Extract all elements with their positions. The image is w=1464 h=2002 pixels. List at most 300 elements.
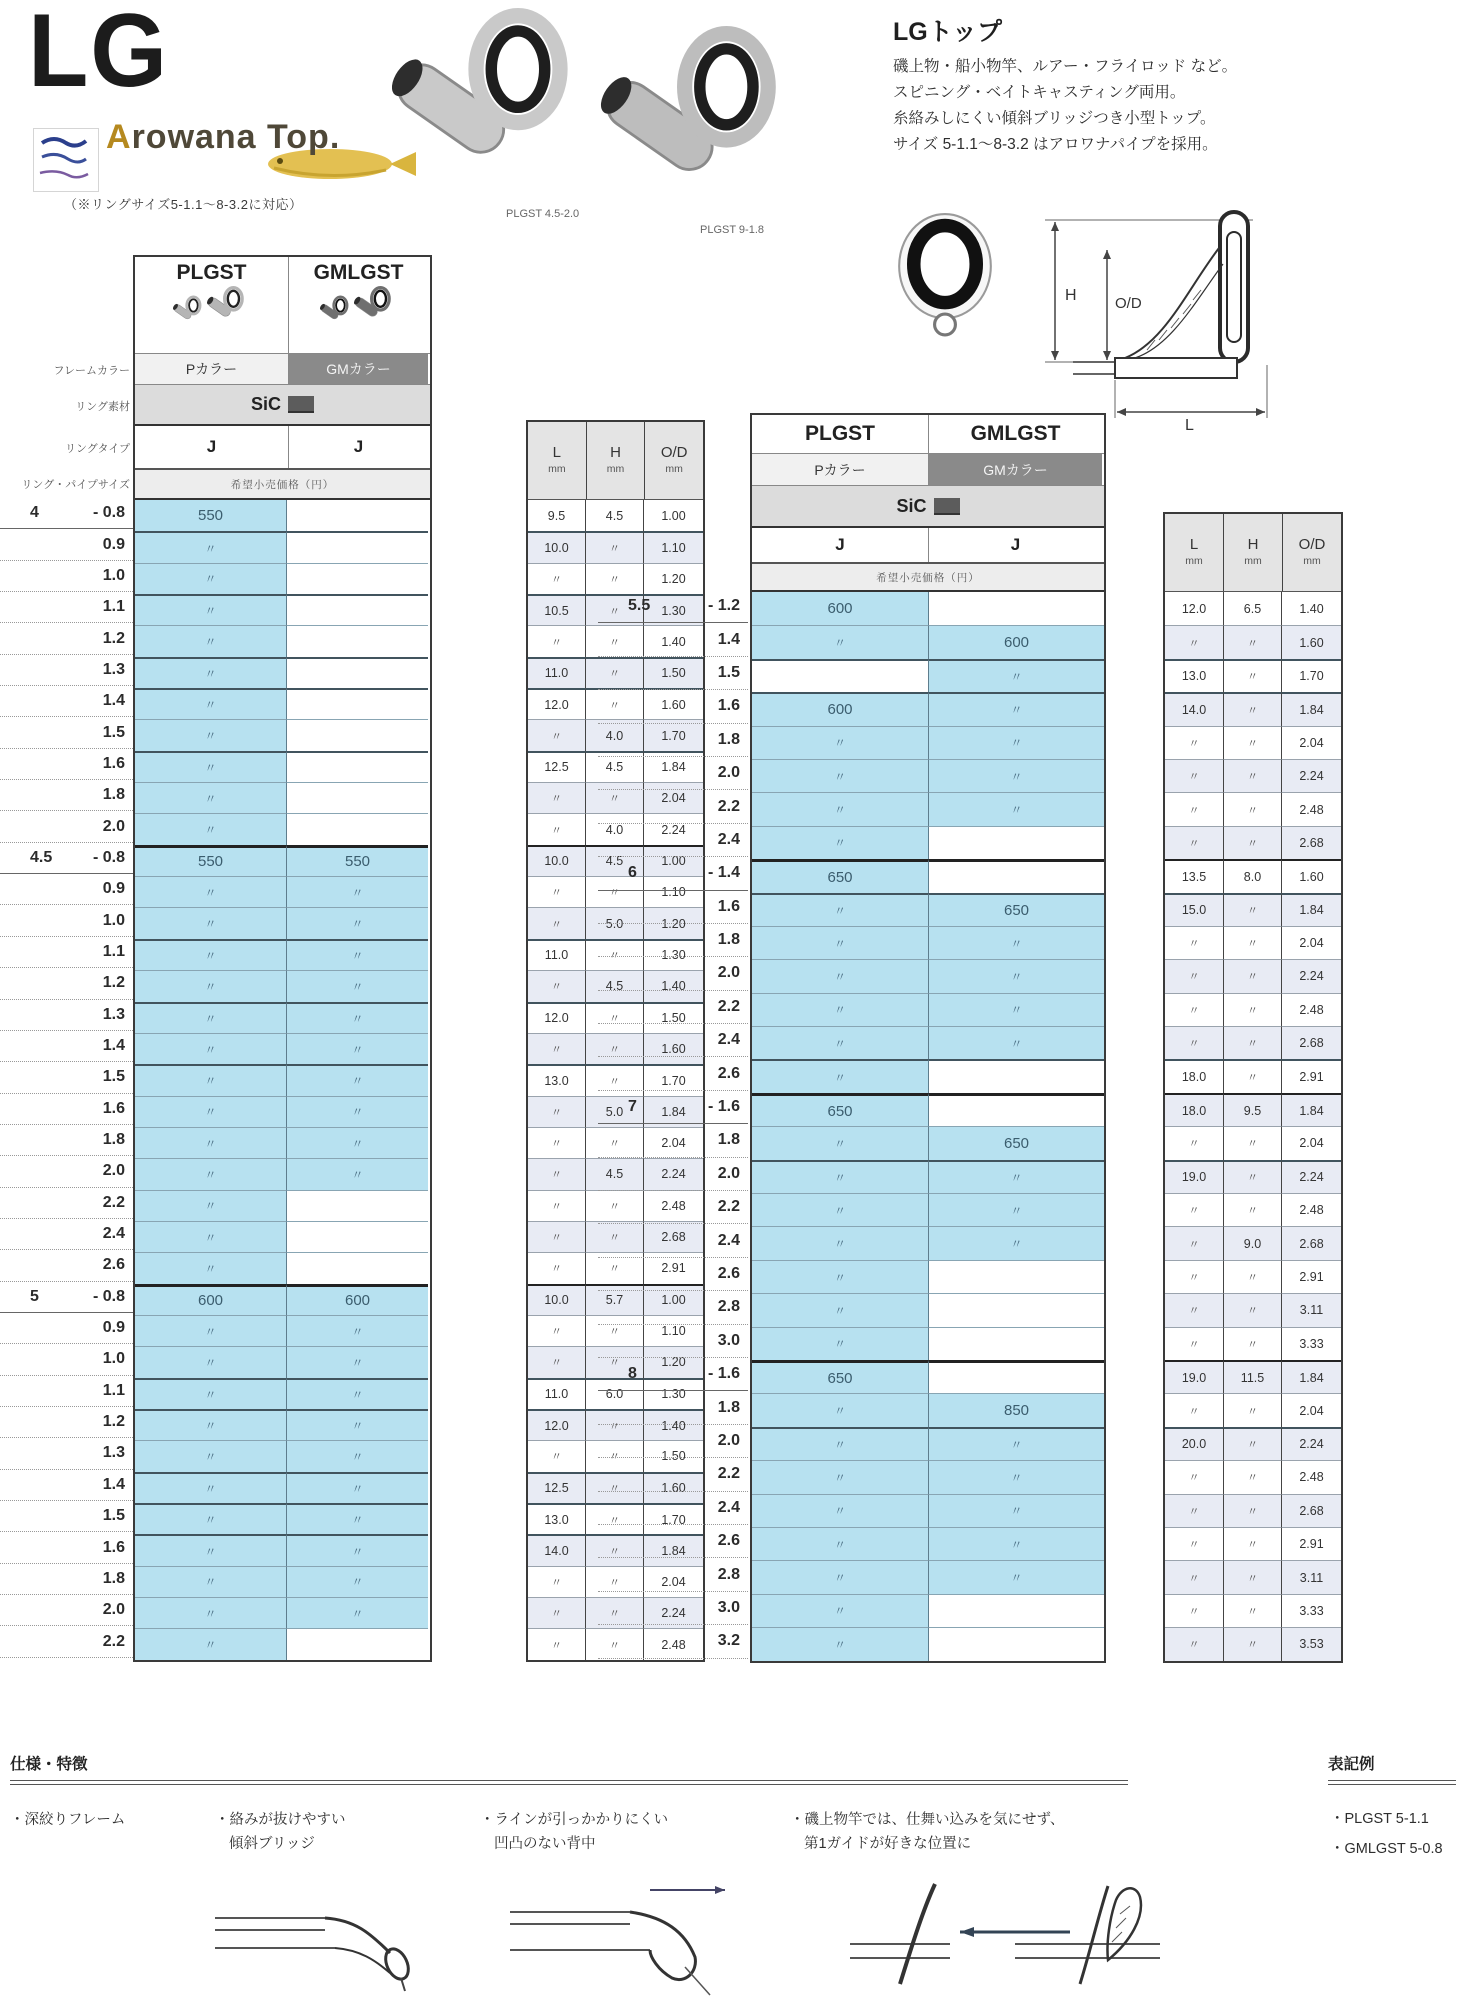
plgst-price-cell: 〃 (135, 876, 286, 907)
h-cell: 6.5 (1223, 592, 1281, 625)
left-price-header-row: 希望小売価格（円） (135, 470, 430, 500)
h-cell: 〃 (585, 1628, 643, 1659)
l-cell: 〃 (1165, 993, 1223, 1026)
od-cell: 1.50 (643, 657, 703, 688)
left-price-table (133, 255, 432, 1662)
size-prefix: 8 (628, 1365, 637, 1383)
arowana-top-logo: Arowana Top. (106, 118, 341, 156)
row-label: 1.0 (0, 1344, 133, 1375)
gmlgst-price-cell: 〃 (286, 1096, 428, 1127)
od-cell: 2.04 (643, 1566, 703, 1597)
l-cell: 11.0 (528, 939, 585, 970)
sic-label: SiC (896, 495, 927, 516)
right-ring-material-row (752, 486, 1104, 528)
plgst-price-cell: 〃 (752, 993, 928, 1026)
h-cell: 〃 (1223, 1059, 1281, 1092)
h-cell: 〃 (585, 1221, 643, 1252)
h-cell: 〃 (585, 1064, 643, 1095)
feature-item-1: ・深絞りフレーム (10, 1812, 126, 1828)
gmlgst-price-cell: 〃 (928, 1560, 1104, 1593)
plgst-price-cell: 〃 (752, 1327, 928, 1360)
row-label (0, 498, 133, 529)
plgst-price-cell: 〃 (752, 1226, 928, 1259)
h-cell: 〃 (1223, 1527, 1281, 1560)
plgst-price-cell: 〃 (135, 939, 286, 970)
plgst-price-cell: 〃 (135, 1096, 286, 1127)
od-cell: 1.50 (643, 1002, 703, 1033)
row-label: 1.5 (598, 657, 748, 690)
gmlgst-price-cell: 〃 (286, 1409, 428, 1440)
plgst-price-cell: 〃 (135, 907, 286, 938)
size-prefix: 5 (30, 1287, 39, 1305)
h-cell: 9.0 (1223, 1226, 1281, 1259)
h-cell: 5.7 (585, 1284, 643, 1315)
gmlgst-price-cell: 650 (928, 1126, 1104, 1159)
l-cell: 12.0 (528, 1409, 585, 1440)
l-cell: 10.0 (528, 845, 585, 876)
gmlgst-price-cell (286, 1252, 428, 1283)
row-label: 3.0 (598, 1592, 748, 1625)
h-cell: 〃 (1223, 1594, 1281, 1627)
od-cell: 2.04 (1281, 726, 1341, 759)
h-cell: 〃 (1223, 726, 1281, 759)
l-cell: 〃 (528, 1158, 585, 1189)
l-cell: 19.0 (1165, 1160, 1223, 1193)
h-cell: 4.0 (585, 719, 643, 750)
size-sub: - 0.8 (92, 848, 125, 866)
size-sub: - 0.8 (92, 504, 125, 522)
od-cell: 2.04 (1281, 1126, 1341, 1159)
plgst-price-cell: 〃 (135, 1503, 286, 1534)
l-cell: 〃 (528, 1127, 585, 1158)
gmlgst-price-cell (928, 1327, 1104, 1360)
plgst-price-cell: 〃 (135, 751, 286, 782)
h-cell: 〃 (585, 1190, 643, 1221)
size-prefix: 7 (628, 1098, 637, 1116)
gmlgst-price-cell: 600 (286, 1284, 428, 1315)
gmlgst-price-cell: 〃 (928, 726, 1104, 759)
notation-example-1: ・PLGST 5-1.1 (1330, 1811, 1429, 1827)
h-cell: 4.5 (585, 751, 643, 782)
od-cell: 2.48 (643, 1190, 703, 1221)
h-cell: 〃 (585, 1252, 643, 1283)
l-col-header: L mm (548, 443, 566, 475)
od-cell: 2.04 (1281, 1393, 1341, 1426)
l-cell: 〃 (1165, 826, 1223, 859)
h-cell: 〃 (585, 876, 643, 907)
l-cell: 〃 (528, 1221, 585, 1252)
plgst-price-cell: 〃 (135, 531, 286, 562)
l-cell: 10.0 (528, 1284, 585, 1315)
od-cell: 2.24 (643, 1158, 703, 1189)
h-cell: 6.0 (585, 1378, 643, 1409)
row-label: 3.0 (598, 1325, 748, 1358)
plgst-price-cell: 〃 (752, 1627, 928, 1660)
l-cell: 〃 (1165, 1327, 1223, 1360)
gmlgst-price-cell: 〃 (928, 1226, 1104, 1259)
gmlgst-price-cell (286, 719, 428, 750)
h-cell: 〃 (1223, 659, 1281, 692)
h-cell: 5.0 (585, 1096, 643, 1127)
plgst-price-cell: 〃 (752, 926, 928, 959)
p-color-cell: Pカラー (752, 454, 928, 485)
plgst-price-cell: 〃 (135, 1158, 286, 1189)
l-cell: 12.5 (528, 751, 585, 782)
row-label: 1.8 (598, 1124, 748, 1157)
od-cell: 1.40 (643, 1409, 703, 1440)
side-label-ring-type: リングタイプ (64, 443, 130, 455)
ring-front-icon (885, 212, 1005, 337)
l-cell: 〃 (528, 563, 585, 594)
h-cell: 〃 (1223, 826, 1281, 859)
l-cell: 13.0 (528, 1503, 585, 1534)
od-cell: 2.48 (1281, 1193, 1341, 1226)
h-cell: 〃 (1223, 1560, 1281, 1593)
row-label: 2.0 (0, 1156, 133, 1187)
right-row-labels (598, 590, 748, 1659)
ring-side-diagram (1015, 190, 1295, 440)
row-label: 2.6 (0, 1250, 133, 1281)
h-cell: 〃 (585, 531, 643, 562)
feature-item-4: ・磯上物竿では、仕舞い込みを気にせず、 第1ガイドが好きな位置に (790, 1812, 1065, 1852)
l-cell: 13.0 (528, 1064, 585, 1095)
size-sub: - 1.6 (707, 1098, 740, 1116)
desc-line: 磯上物・船小物竿、ルアー・フライロッド など。 (893, 58, 1238, 75)
plgst-price-cell: 〃 (135, 1440, 286, 1471)
l-cell: 〃 (1165, 1594, 1223, 1627)
row-label: 1.2 (0, 623, 133, 654)
plgst-price-cell: 550 (135, 845, 286, 876)
left-price-grid (135, 500, 430, 1660)
row-label: 2.8 (598, 1558, 748, 1591)
h-cell: 〃 (1223, 625, 1281, 658)
od-cell: 1.84 (643, 1534, 703, 1565)
row-label: 2.6 (598, 1258, 748, 1291)
l-col-header: L mm (1185, 535, 1203, 567)
plgst-price-cell: 〃 (135, 1409, 286, 1440)
h-cell: 〃 (1223, 1393, 1281, 1426)
h-cell: 〃 (1223, 1427, 1281, 1460)
plgst-price-cell: 〃 (752, 792, 928, 825)
l-cell: 〃 (1165, 792, 1223, 825)
h-cell: 〃 (585, 657, 643, 688)
plgst-price-cell: 〃 (135, 1127, 286, 1158)
plgst-price-cell: 〃 (135, 1033, 286, 1064)
gmlgst-price-cell: 850 (928, 1393, 1104, 1426)
l-cell: 〃 (528, 1033, 585, 1064)
plgst-price-cell: 〃 (752, 893, 928, 926)
gmlgst-price-cell: 〃 (928, 659, 1104, 692)
row-label (598, 1358, 748, 1391)
plgst-price-cell: 〃 (752, 1160, 928, 1193)
row-label: 2.4 (598, 824, 748, 857)
plgst-price-cell: 〃 (135, 594, 286, 625)
row-label: 2.6 (598, 1525, 748, 1558)
gmlgst-price-cell (928, 592, 1104, 625)
row-label: 2.8 (598, 1291, 748, 1324)
l-cell: 〃 (528, 1252, 585, 1283)
h-cell: 4.0 (585, 813, 643, 844)
l-cell: 18.0 (1165, 1059, 1223, 1092)
row-label: 2.2 (0, 1626, 133, 1657)
row-label: 1.6 (0, 1532, 133, 1563)
od-cell: 1.20 (643, 1346, 703, 1377)
od-cell: 2.68 (1281, 1494, 1341, 1527)
row-label: 2.6 (598, 1057, 748, 1090)
gmlgst-price-cell (286, 657, 428, 688)
od-cell: 1.40 (1281, 592, 1341, 625)
od-cell: 2.24 (1281, 1427, 1341, 1460)
row-label: 2.0 (598, 1425, 748, 1458)
od-cell: 1.60 (1281, 625, 1341, 658)
gmlgst-label: GMLGST (313, 261, 404, 284)
gmlgst-price-cell (286, 500, 428, 531)
gmlgst-price-cell: 〃 (928, 1026, 1104, 1059)
plgst-guides-icon (173, 285, 251, 333)
svg-text:H: H (1065, 287, 1077, 304)
h-cell: 〃 (585, 1472, 643, 1503)
size-sub: - 1.6 (707, 1365, 740, 1383)
gmlgst-price-cell: 〃 (928, 1427, 1104, 1460)
od-cell: 2.24 (1281, 759, 1341, 792)
h-col-header: H mm (1223, 514, 1282, 591)
left-model-header (135, 257, 430, 354)
l-cell: 〃 (1165, 1460, 1223, 1493)
row-label: 2.2 (598, 1458, 748, 1491)
row-label: 1.5 (0, 717, 133, 748)
gmlgst-price-cell (928, 826, 1104, 859)
gmlgst-price-cell: 650 (928, 893, 1104, 926)
l-cell: 13.0 (1165, 659, 1223, 692)
side-label-ring-material: リング素材 (75, 401, 130, 413)
right-price-table (750, 413, 1106, 1663)
right-ring-type-row (752, 528, 1104, 564)
ring-type-gm-cell: J (288, 426, 428, 468)
row-label: 1.5 (0, 1501, 133, 1532)
od-cell: 2.91 (1281, 1260, 1341, 1293)
right-price-grid (752, 592, 1104, 1661)
row-label: 0.9 (0, 874, 133, 905)
plgst-price-cell: 〃 (752, 1293, 928, 1326)
plgst-price-cell: 〃 (135, 1566, 286, 1597)
od-cell: 1.00 (643, 500, 703, 531)
ring-size-note: （※リングサイズ5-1.1～8-3.2に対応） (64, 197, 303, 212)
h-cell: 9.5 (1223, 1093, 1281, 1126)
h-cell: 〃 (1223, 993, 1281, 1026)
l-cell: 〃 (528, 1096, 585, 1127)
h-cell: 8.0 (1223, 859, 1281, 892)
l-cell: 14.0 (528, 1534, 585, 1565)
l-cell: 10.5 (528, 594, 585, 625)
row-label: 1.8 (598, 924, 748, 957)
l-cell: 〃 (1165, 1226, 1223, 1259)
l-cell: 14.0 (1165, 692, 1223, 725)
row-label: 1.4 (0, 1470, 133, 1501)
l-cell: 12.0 (528, 688, 585, 719)
gmlgst-price-cell (286, 813, 428, 844)
plgst-price-cell: 〃 (135, 970, 286, 1001)
od-cell: 2.48 (1281, 1460, 1341, 1493)
gmlgst-price-cell: 〃 (928, 759, 1104, 792)
gmlgst-price-cell: 〃 (286, 1315, 428, 1346)
row-label: 1.8 (598, 1391, 748, 1424)
od-cell: 2.24 (643, 813, 703, 844)
row-label: 1.4 (598, 623, 748, 656)
h-cell: 〃 (1223, 1460, 1281, 1493)
l-cell: 12.0 (1181, 601, 1207, 616)
desc-line: スピニング・ベイトキャスティング両用。 (893, 84, 1186, 101)
ring-type-gm-cell: J (928, 528, 1102, 562)
h-cell: 〃 (585, 1127, 643, 1158)
plgst-price-cell: 〃 (135, 1221, 286, 1252)
row-label (598, 1091, 748, 1124)
od-cell: 2.24 (643, 1597, 703, 1628)
l-cell: 〃 (1165, 1193, 1223, 1226)
h-cell: 〃 (585, 1346, 643, 1377)
plgst-price-cell: 〃 (135, 719, 286, 750)
row-label (0, 1282, 133, 1313)
plgst-price-cell: 〃 (135, 813, 286, 844)
tangle-free-logo (33, 128, 99, 192)
gmlgst-price-cell (928, 1293, 1104, 1326)
row-label: 2.2 (598, 991, 748, 1024)
l-cell: 12.0 (528, 1002, 585, 1033)
plgst-price-cell: 〃 (135, 1597, 286, 1628)
od-cell: 2.68 (643, 1221, 703, 1252)
gmlgst-price-cell: 〃 (928, 993, 1104, 1026)
gmlgst-price-cell: 〃 (286, 876, 428, 907)
plgst-price-cell: 600 (752, 592, 928, 625)
row-label: 2.4 (0, 1219, 133, 1250)
od-col-header: O/D mm (644, 422, 703, 499)
size-prefix: 4 (30, 504, 39, 522)
plgst-price-cell: 〃 (752, 826, 928, 859)
feature-item-2: ・絡みが抜けやすい 傾斜ブリッジ (215, 1812, 346, 1852)
l-cell: 〃 (528, 1597, 585, 1628)
l-cell: 〃 (1165, 1393, 1223, 1426)
row-label: 1.8 (0, 1125, 133, 1156)
gmlgst-price-cell: 〃 (286, 1440, 428, 1471)
od-cell: 1.60 (643, 688, 703, 719)
size-sub: - 0.8 (92, 1287, 125, 1305)
h-cell: 〃 (585, 939, 643, 970)
gmlgst-guides-icon (320, 285, 398, 333)
ring-type-p-cell: J (835, 535, 845, 554)
sic-badge-icon (934, 498, 960, 515)
h-cell: 11.5 (1223, 1360, 1281, 1393)
l-cell: 〃 (1165, 1494, 1223, 1527)
row-label: 2.2 (598, 790, 748, 823)
left-dim-header (528, 422, 703, 500)
plgst-price-cell: 〃 (135, 688, 286, 719)
od-cell: 1.00 (643, 1284, 703, 1315)
h-cell: 〃 (585, 1503, 643, 1534)
l-cell: 10.0 (528, 531, 585, 562)
right-price-header-row: 希望小売価格（円） (752, 564, 1104, 592)
od-cell: 1.84 (1281, 893, 1341, 926)
ring-side-icon (1015, 190, 1295, 435)
gmlgst-price-cell: 〃 (928, 959, 1104, 992)
plgst-price-cell: 〃 (752, 1126, 928, 1159)
notation-rule (1328, 1780, 1456, 1785)
row-label: 1.8 (0, 1564, 133, 1595)
features-rule (10, 1780, 1128, 1785)
od-cell: 1.10 (643, 876, 703, 907)
h-cell: 〃 (585, 1002, 643, 1033)
row-label: 2.0 (598, 757, 748, 790)
row-label: 2.4 (598, 1492, 748, 1525)
h-cell: 5.0 (585, 907, 643, 938)
l-cell: 15.0 (1165, 893, 1223, 926)
gmlgst-price-cell: 〃 (928, 692, 1104, 725)
od-cell: 1.30 (643, 1378, 703, 1409)
plgst-price-cell: 〃 (752, 1393, 928, 1426)
gmlgst-price-cell (928, 1594, 1104, 1627)
row-label (598, 857, 748, 890)
ring-type-p-cell: J (206, 437, 217, 456)
od-cell: 1.00 (643, 845, 703, 876)
row-label: 2.0 (0, 1595, 133, 1626)
plgst-price-cell: 〃 (135, 1190, 286, 1221)
h-cell: 4.5 (585, 1158, 643, 1189)
page-title: LG (28, 0, 170, 109)
gmlgst-price-cell: 〃 (286, 1064, 428, 1095)
right-dimension-table (1163, 512, 1343, 1663)
size-prefix: 5.5 (628, 597, 651, 615)
gmlgst-price-cell: 〃 (928, 1160, 1104, 1193)
bridge-sketch-icon (205, 1878, 435, 1998)
plgst-price-cell: 550 (135, 500, 286, 531)
l-cell: 〃 (528, 907, 585, 938)
od-cell: 1.70 (643, 1064, 703, 1095)
l-cell: 〃 (1165, 1126, 1223, 1159)
l-cell: 〃 (1165, 1627, 1223, 1660)
svg-text:O/D: O/D (1115, 295, 1142, 312)
gmlgst-price-cell: 〃 (286, 1472, 428, 1503)
row-label: 1.4 (0, 1031, 133, 1062)
l-cell: 〃 (528, 1190, 585, 1221)
l-cell: 〃 (528, 1346, 585, 1377)
plgst-price-cell: 〃 (752, 625, 928, 658)
h-cell: 〃 (585, 1597, 643, 1628)
od-cell: 2.24 (1281, 1160, 1341, 1193)
gmlgst-price-cell: 〃 (286, 939, 428, 970)
od-cell: 2.91 (1281, 1059, 1341, 1092)
l-cell: 〃 (528, 719, 585, 750)
od-cell: 1.60 (1281, 859, 1341, 892)
l-cell: 〃 (1165, 959, 1223, 992)
notation-heading: 表記例 (1328, 1756, 1375, 1773)
od-cell: 3.11 (1281, 1293, 1341, 1326)
l-cell: 13.5 (1165, 859, 1223, 892)
h-cell: 4.5 (585, 970, 643, 1001)
row-label: 1.3 (0, 1000, 133, 1031)
gmlgst-price-cell (286, 594, 428, 625)
plgst-price-cell: 650 (752, 859, 928, 892)
gmlgst-price-cell: 〃 (286, 1002, 428, 1033)
od-cell: 2.48 (1281, 792, 1341, 825)
l-cell: 18.0 (1165, 1093, 1223, 1126)
plgst-price-cell: 600 (752, 692, 928, 725)
feature-item-3: ・ラインが引っかかりにくい 凹凸のない背中 (480, 1812, 669, 1852)
l-cell: 11.0 (528, 657, 585, 688)
od-cell: 1.84 (643, 1096, 703, 1127)
l-cell: 9.5 (547, 508, 566, 523)
l-cell: 〃 (528, 1315, 585, 1346)
gmlgst-price-cell: 〃 (928, 1494, 1104, 1527)
row-label: 1.4 (0, 686, 133, 717)
gmlgst-price-cell (286, 625, 428, 656)
